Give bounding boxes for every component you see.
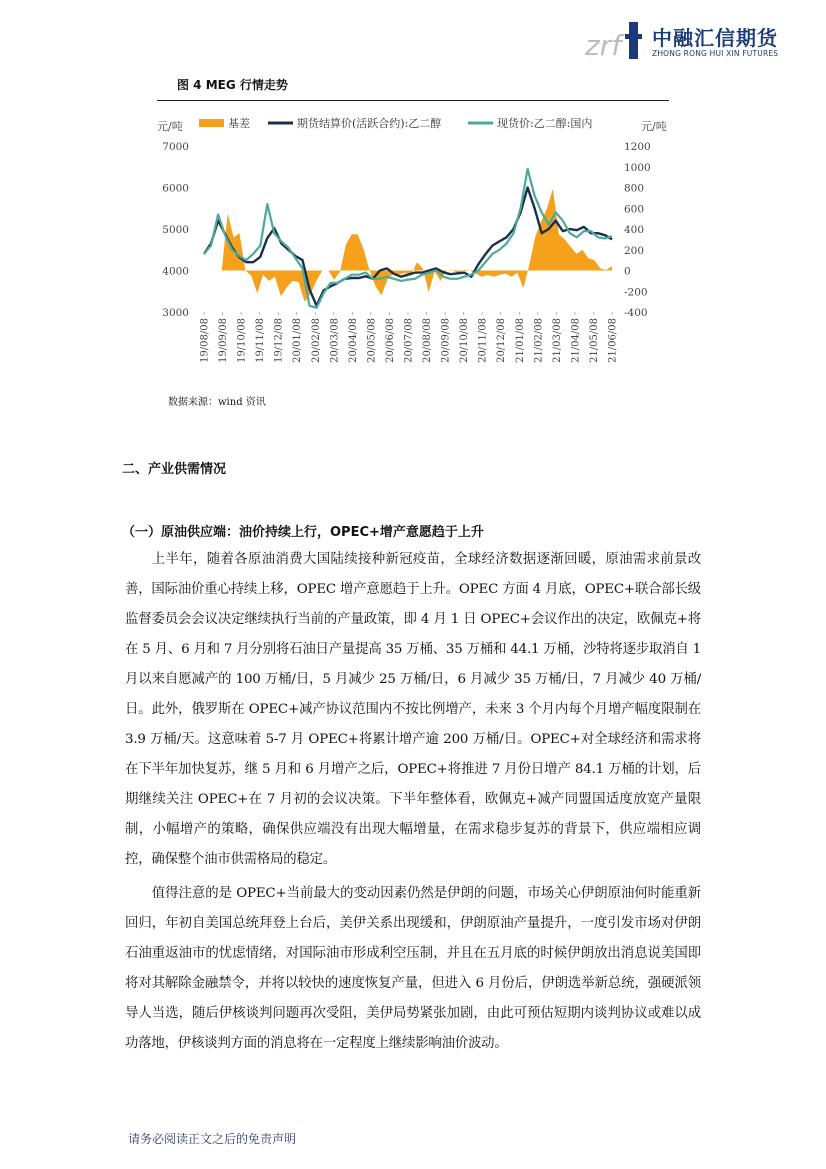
x-tick-label: 21/01/08 xyxy=(514,318,526,363)
section-heading: 二、产业供需情况 xyxy=(122,462,227,477)
logo-mark-text: zrf xyxy=(585,29,622,62)
x-tick-label: 20/10/08 xyxy=(459,318,471,363)
company-name-cn: 中融汇信期货 xyxy=(652,26,778,50)
x-tick-label: 21/03/08 xyxy=(551,318,563,363)
x-tick-label: 21/05/08 xyxy=(588,318,600,363)
chart-plot-area xyxy=(204,169,612,308)
paragraph-2: 值得注意的是 OPEC+当前最大的变动因素仍然是伊朗的问题，市场关心伊朗原油何时能重新回归，年初自美国总统拜登上台后，美伊关系出现缓和，伊朗原油产量提升，一度引发市场对伊朗石油重返油市的忧虑情绪，对国际油市形成利空压制，并且在五月底的时候伊朗放出消息说美国即将对其解除金融禁令，并将以较快的速度恢复产量，但进入 6 月份后，伊朗选举新总统，强硬派领导人当选，随后伊核谈判问题再次受阻，美伊局势紧张加剧，由此可预估短期内谈判协议或难以成功落地，伊核谈判方面的消息将在一定程度上继续影响油价波动。 xyxy=(125,886,701,1051)
x-tick-label: 21/04/08 xyxy=(570,318,582,363)
left-tick-label: 3000 xyxy=(162,307,189,319)
legend-label: 期货结算价(活跃合约):乙二醇 xyxy=(297,117,442,130)
left-axis-label: 元/吨 xyxy=(157,120,183,133)
right-tick-label: 400 xyxy=(624,224,645,236)
meg-price-chart xyxy=(157,103,669,393)
footer-disclaimer: 请务必阅读正文之后的免责声明 xyxy=(128,1132,297,1146)
right-tick-label: -200 xyxy=(624,286,648,299)
x-tick-label: 20/08/08 xyxy=(422,318,434,363)
left-tick-label: 6000 xyxy=(162,182,189,195)
x-tick-label: 20/06/08 xyxy=(384,318,396,363)
zrf-logo-mark xyxy=(585,20,645,62)
left-tick-label: 5000 xyxy=(162,224,189,236)
right-tick-label: -400 xyxy=(624,307,648,319)
subsection-heading: （一）原油供应端：油价持续上行，OPEC+增产意愿趋于上升 xyxy=(122,525,484,540)
x-tick-label: 20/05/08 xyxy=(366,318,378,363)
right-tick-label: 1200 xyxy=(624,141,651,153)
right-tick-label: 600 xyxy=(624,203,645,216)
right-tick-label: 800 xyxy=(624,182,645,195)
x-tick-label: 21/02/08 xyxy=(533,318,545,363)
x-tick-label: 19/08/08 xyxy=(199,318,211,363)
right-tick-label: 0 xyxy=(624,265,631,278)
left-tick-label: 7000 xyxy=(162,141,189,153)
x-tick-label: 20/12/08 xyxy=(496,318,508,363)
x-tick-label: 20/01/08 xyxy=(292,318,304,363)
x-tick-label: 19/11/08 xyxy=(255,318,267,363)
x-tick-label: 20/07/08 xyxy=(403,318,415,363)
company-name-en: ZHONG RONG HUI XIN FUTURES xyxy=(652,49,779,58)
figure-rule xyxy=(157,100,669,101)
left-tick-label: 4000 xyxy=(162,265,189,278)
figure-source: 数据来源：wind 资讯 xyxy=(168,397,266,408)
legend-label: 现货价:乙二醇:国内 xyxy=(497,117,593,130)
company-logo xyxy=(585,20,785,65)
chart-legend xyxy=(199,116,592,130)
right-tick-label: 1000 xyxy=(624,161,651,174)
x-tick-label: 20/11/08 xyxy=(477,318,489,363)
figure-title: 图 4 MEG 行情走势 xyxy=(177,78,288,92)
right-axis-label: 元/吨 xyxy=(641,120,667,133)
x-tick-label: 20/09/08 xyxy=(440,318,452,363)
paragraph-1: 上半年，随着各原油消费大国陆续接种新冠疫苗，全球经济数据逐渐回暖，原油需求前景改善，国际油价重心持续上移，OPEC 增产意愿趋于上升。OPEC 方面 4 月底，OPEC+联合部长级监督委员会会议决定继续执行当前的产量政策，即 4 月 1 日 OPEC+会议作出的决定，欧佩克+将在 5 月、6 月和 7 月分别将石油日产量提高 35 万桶、35 万桶和 44.1 万桶，沙特将逐步取消自 1 月以来自愿减产的 100 万桶/日，5 月减少 25 万桶/日，6 月减少 35 万桶/日，7 月减少 40 万桶/日。此外，俄罗斯在 OPEC+减产协议范围内不按比例增产，未来 3 个月内每个月增产幅度限制在 3.9 万桶/天。这意味着 5-7 月 OPEC+将累计增产逾 200 万桶/日。OPEC+对全球经济和需求将在下半年加快复苏，继 5 月和 6 月增产之后，OPEC+将推进 7 月份日增产 84.1 万桶的计划，后期继续关注 OPEC+在 7 月初的会议决策。下半年整体看，欧佩克+减产同盟国适度放宽产量限制，小幅增产的策略，确保供应端没有出现大幅增量，在需求稳步复苏的背景下，供应端相应调控，确保整个油市供需格局的稳定。 xyxy=(125,552,701,867)
x-tick-label: 21/06/08 xyxy=(607,318,619,363)
x-tick-label: 20/03/08 xyxy=(329,318,341,363)
x-tick-label: 20/04/08 xyxy=(347,318,359,363)
legend-swatch xyxy=(199,119,224,127)
x-tick-label: 19/09/08 xyxy=(218,318,230,363)
x-tick-label: 19/12/08 xyxy=(273,318,285,363)
x-tick-label: 20/02/08 xyxy=(310,318,322,363)
legend-label: 基差 xyxy=(228,117,250,130)
right-tick-label: 200 xyxy=(624,244,645,257)
x-tick-label: 19/10/08 xyxy=(236,318,248,363)
